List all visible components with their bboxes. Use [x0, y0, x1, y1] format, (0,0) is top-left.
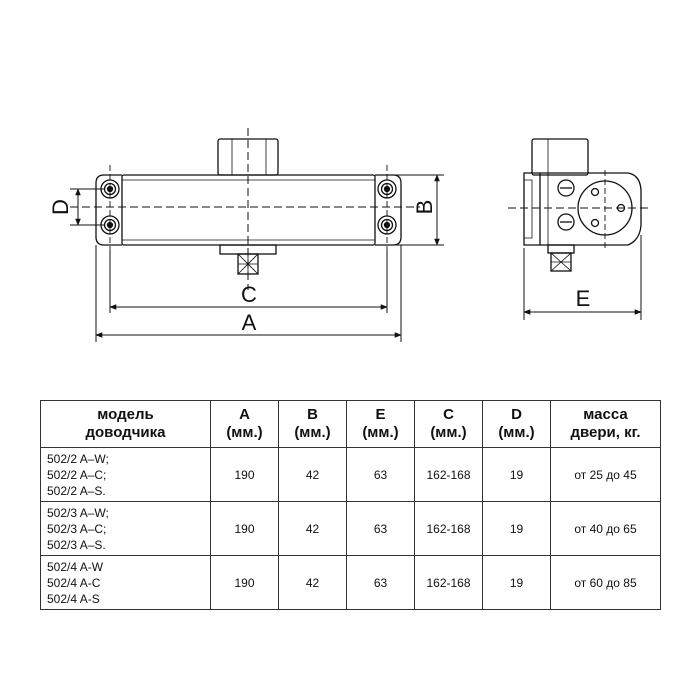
table-row — [41, 448, 661, 502]
cell-D: 19 — [483, 502, 551, 556]
label-E: E — [575, 286, 591, 311]
cell-A: 190 — [211, 502, 279, 556]
header-D: D (мм.) — [483, 401, 551, 448]
label-A: A — [241, 310, 257, 335]
label-C: C — [241, 282, 257, 307]
cell-B: 42 — [279, 502, 347, 556]
cell-mass: от 25 до 45 — [551, 448, 661, 502]
cell-D: 19 — [483, 448, 551, 502]
cell-mass: от 60 до 85 — [551, 556, 661, 610]
table-header-row — [41, 401, 661, 448]
cell-D: 19 — [483, 556, 551, 610]
header-C: C (мм.) — [415, 401, 483, 448]
cell-A: 190 — [211, 556, 279, 610]
side-face-plate — [540, 173, 641, 245]
table-row — [41, 556, 661, 610]
cell-C: 162-168 — [415, 448, 483, 502]
front-view — [70, 128, 420, 290]
cell-C: 162-168 — [415, 502, 483, 556]
header-mass: масса двери, кг. — [551, 401, 661, 448]
label-D: D — [48, 199, 73, 215]
table-row — [41, 502, 661, 556]
cell-E: 63 — [347, 448, 415, 502]
cell-E: 63 — [347, 556, 415, 610]
header-B: B (мм.) — [279, 401, 347, 448]
front-main-body — [122, 175, 375, 245]
cell-mass: от 40 до 65 — [551, 502, 661, 556]
cell-B: 42 — [279, 556, 347, 610]
label-B: B — [412, 199, 437, 215]
cell-model: 502/3 A–W; 502/3 A–C; 502/3 A–S. — [41, 502, 211, 556]
cell-model: 502/4 A-W 502/4 A-C 502/4 A-S — [41, 556, 211, 610]
cell-C: 162-168 — [415, 556, 483, 610]
side-view — [508, 139, 652, 271]
side-top-cylinder — [532, 139, 588, 175]
cell-model: 502/2 A–W; 502/2 A–C; 502/2 A–S. — [41, 448, 211, 502]
spec-table — [40, 400, 661, 610]
cell-B: 42 — [279, 448, 347, 502]
cell-E: 63 — [347, 502, 415, 556]
dimensions-front — [70, 175, 444, 342]
header-E: E (мм.) — [347, 401, 415, 448]
header-A: A (мм.) — [211, 401, 279, 448]
cell-A: 190 — [211, 448, 279, 502]
header-model: модель доводчика — [41, 401, 211, 448]
